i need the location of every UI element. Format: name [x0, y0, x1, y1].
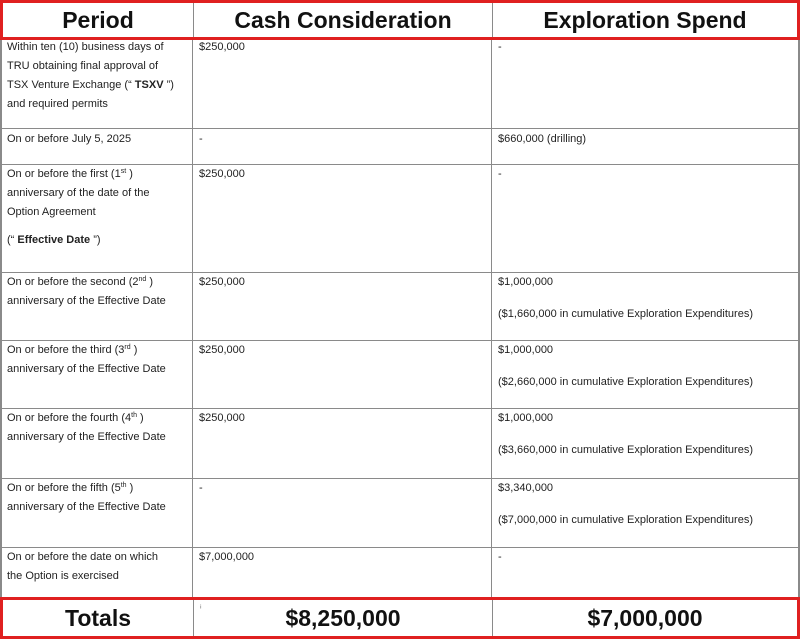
table-row-cash: $250,000 [199, 412, 245, 424]
column-divider [491, 40, 492, 597]
table-row-cash: - [199, 482, 203, 494]
table-row-cash: $250,000 [199, 41, 245, 53]
totals-cash: $8,250,000 [285, 605, 401, 631]
table-row-exploration: $1,000,000 ($3,660,000 in cumulative Exploration Expenditures) [498, 412, 753, 456]
table-row-cash: $250,000 [199, 344, 245, 356]
table-row-exploration: $660,000 (drilling) [498, 133, 587, 145]
table-row-cash: - [199, 133, 203, 145]
table-header-row [0, 0, 800, 40]
table-row-exploration: $1,000,000 ($1,660,000 in cumulative Exploration Expenditures) [498, 276, 753, 320]
table-row-exploration: $1,000,000 ($2,660,000 in cumulative Exploration Expenditures) [498, 344, 753, 388]
table-row-period: On or before the date on which the Option is exercised [7, 551, 159, 582]
totals-row [0, 597, 800, 639]
table-row-exploration: - [498, 168, 502, 180]
table-row-period: Within ten (10) business days of TRU obtaining final approval of TSX Venture Exchange (“ TSXV ”) and required permits [7, 41, 174, 110]
totals-exploration: $7,000,000 [587, 605, 703, 631]
row-divider [2, 128, 798, 129]
table-row-cash: $7,000,000 [199, 551, 255, 563]
table-row-period: On or before July 5, 2025 [7, 133, 132, 145]
table-row-cash: $250,000 [199, 168, 245, 180]
table-row-period: On or before the third (3rd ) anniversary of the Effective Date [7, 344, 166, 375]
table-row-exploration: $3,340,000 ($7,000,000 in cumulative Exploration Expenditures) [498, 482, 753, 526]
table-row-period: On or before the second (2nd ) anniversary of the Effective Date [7, 276, 166, 307]
column-divider [192, 40, 193, 597]
header-period: Period [62, 7, 134, 33]
payment-schedule-table [0, 40, 800, 597]
totals-label: Totals [64, 605, 132, 631]
table-row-period: On or before the first (1st ) anniversary of the date of the Option Agreement (“ Effective Date ”) [7, 168, 150, 246]
table-row-exploration: - [498, 551, 502, 563]
cell-marker: ⁱ [200, 603, 202, 613]
header-cash-consideration: Cash Consideration [234, 7, 452, 33]
table-row-period: On or before the fifth (5th ) anniversary of the Effective Date [7, 482, 166, 513]
table-row-cash: $250,000 [199, 276, 245, 288]
header-exploration-spend: Exploration Spend [543, 7, 747, 33]
table-row-exploration: - [498, 41, 502, 53]
table-row-period: On or before the fourth (4th ) anniversary of the Effective Date [7, 412, 166, 443]
